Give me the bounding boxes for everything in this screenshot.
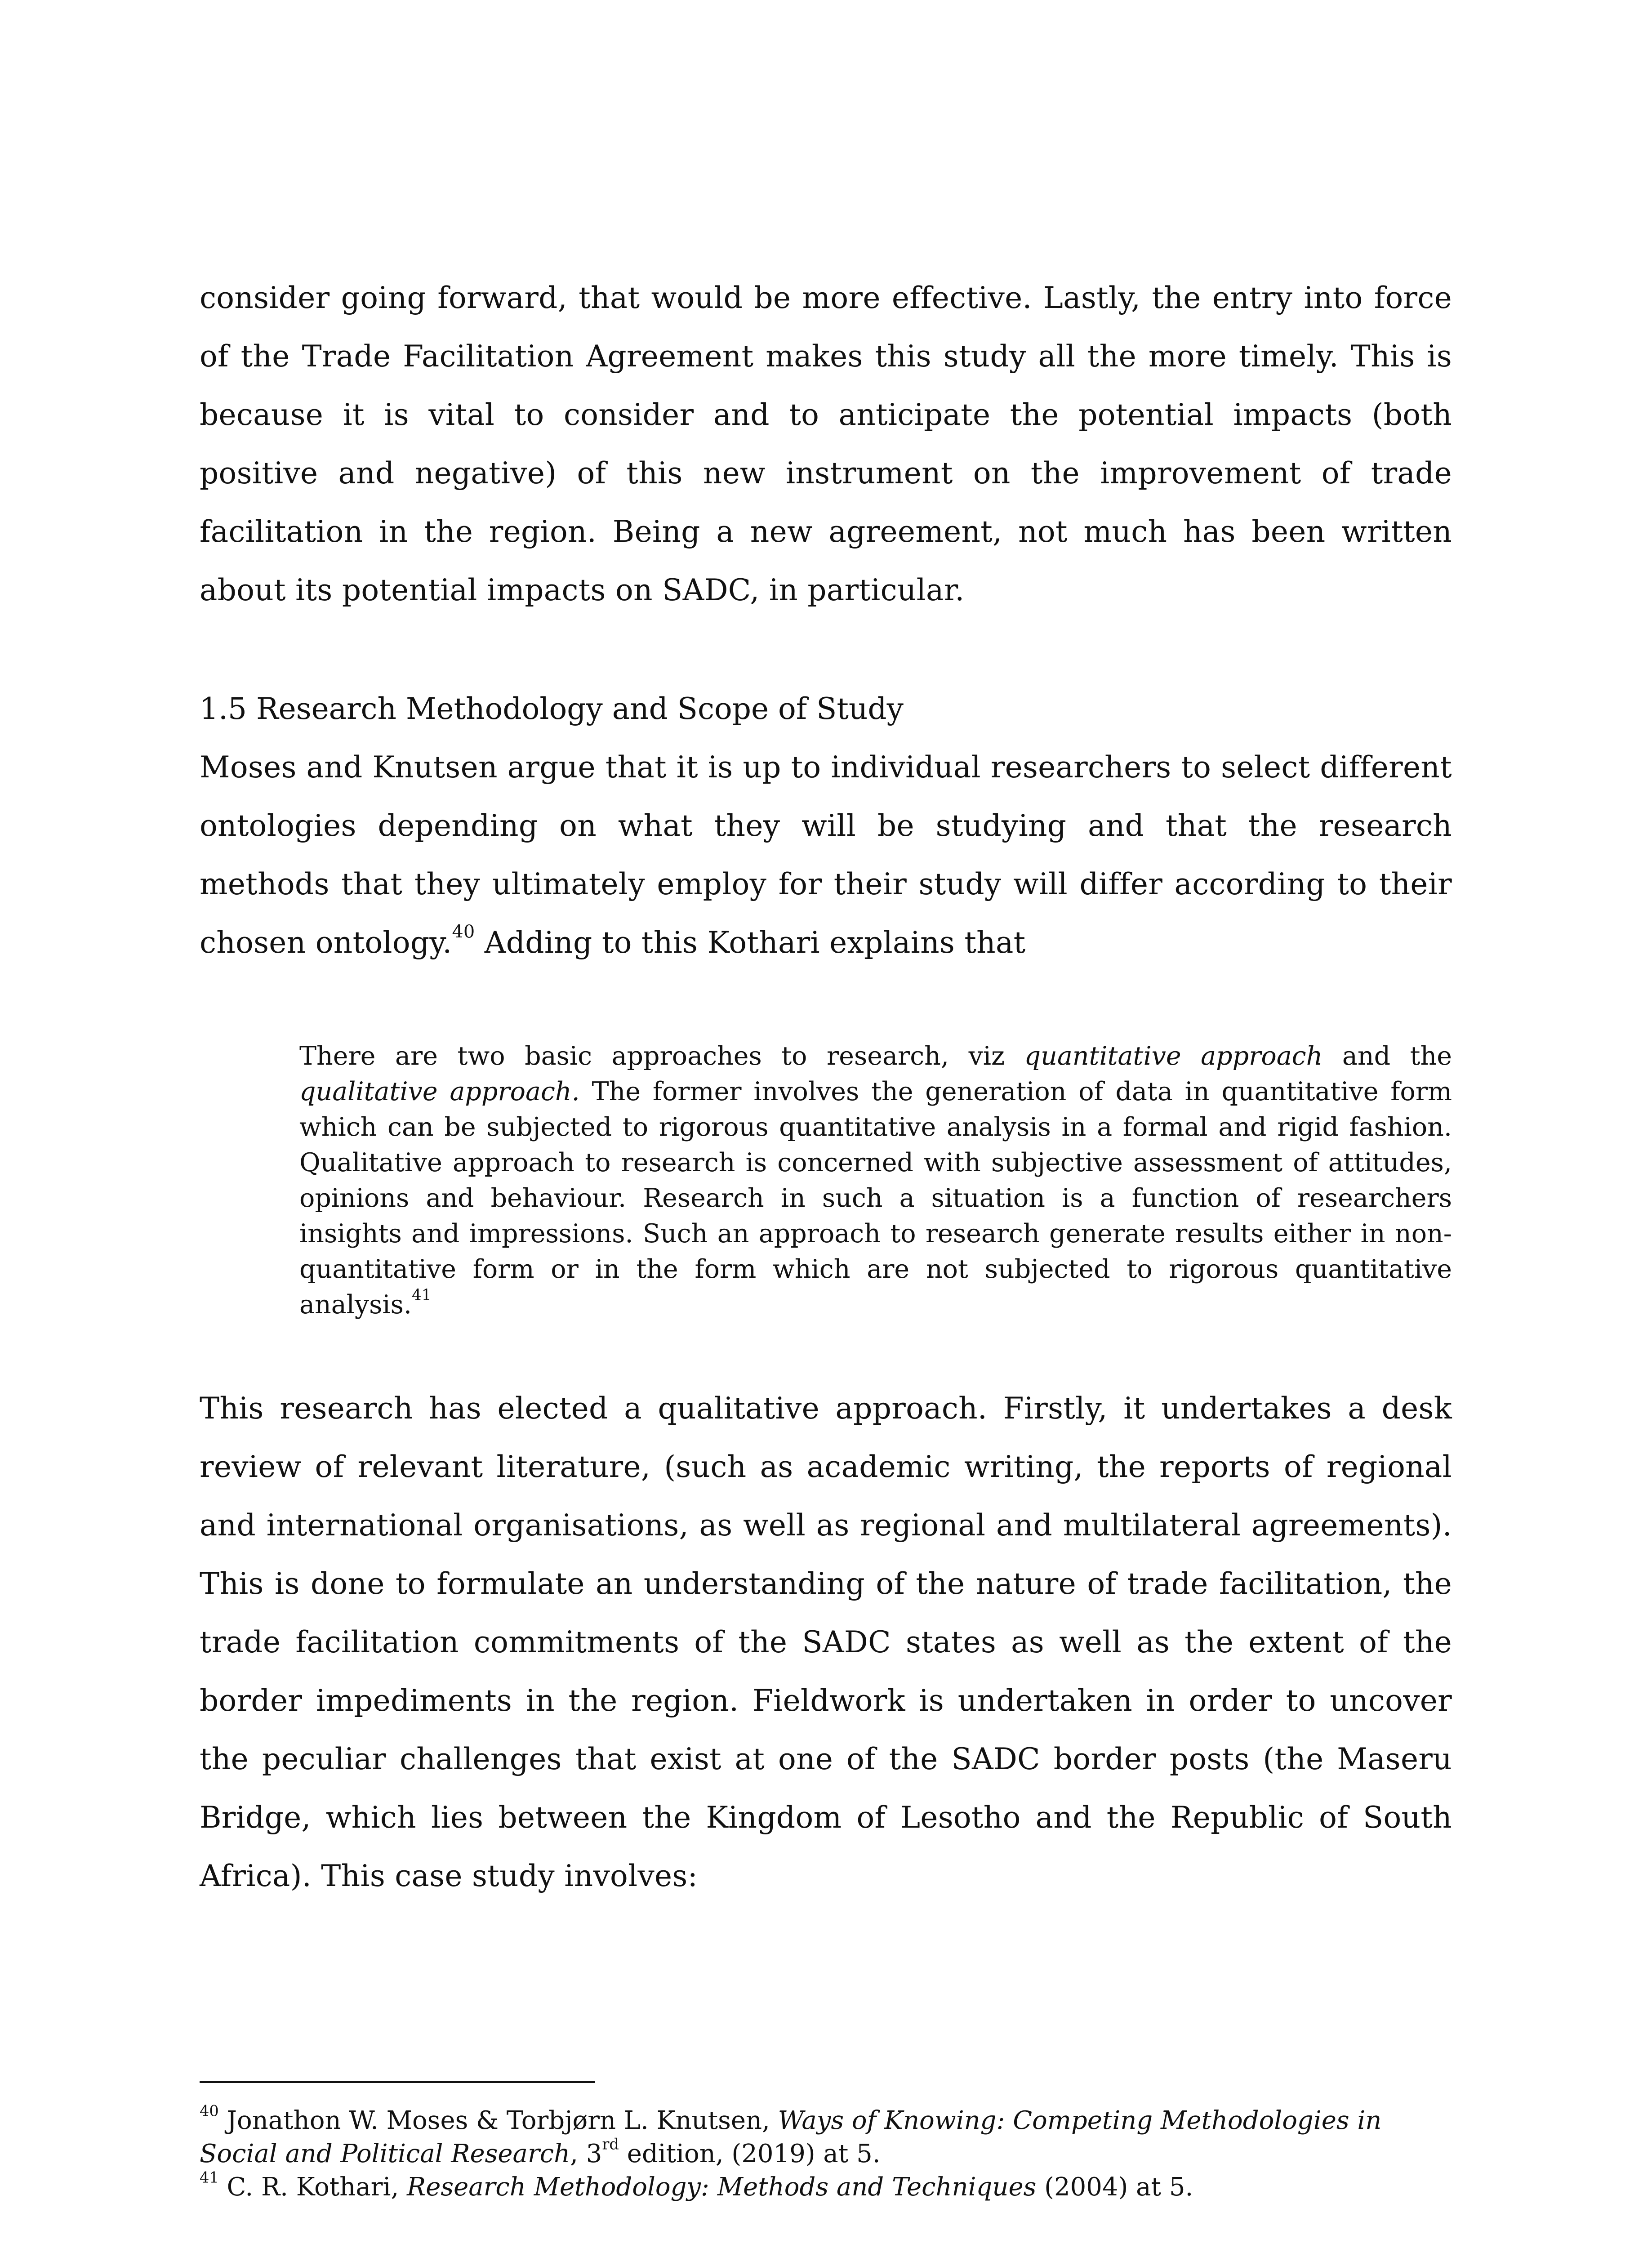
footnote-40: [200, 2104, 1452, 2171]
section-heading: [200, 680, 1452, 738]
footnote-number: 40: [200, 2102, 219, 2120]
footnote-title: Research Methodology: Methods and Techniques: [407, 2172, 1037, 2202]
paragraph-text: This research has elected a qualitative approach. Firstly, it undertakes a desk review of relevant literature, (such as academic writing, the reports of regional and international organisations, as well as regional and multilateral agreements). This is done to formulate an understanding of the nature of trade facilitation, the trade facilitation commitments of the SADC states as well as the extent of the border impediments in the region. Fieldwork is undertaken in order to uncover the peculiar challenges that exist at one of the SADC border posts (the Maseru Bridge, which lies between the Kingdom of Lesotho and the Republic of South Africa). This case study involves:: [200, 1391, 1452, 1893]
footnote-text: (2004) at 5.: [1036, 2172, 1193, 2202]
footnote-separator: [200, 2081, 595, 2083]
paragraph-continuation: Adding to this Kothari explains that: [475, 925, 1026, 960]
paragraph-methodology: [200, 738, 1452, 972]
footnotes: [200, 2104, 1452, 2204]
footnote-text: edition, (2019) at 5.: [619, 2139, 881, 2168]
quote-text: and the: [1322, 1041, 1452, 1071]
paragraph-body: Moses and Knutsen argue that it is up to individual researchers to select different ontologies depending on what they will be studying and that the research methods that they ultimately employ for their study will differ according to their chosen ontology.: [200, 750, 1452, 960]
footnote-41: [200, 2168, 1452, 2204]
paragraph-approach: [200, 1379, 1452, 1905]
quote-text: There are two basic approaches to research, viz: [299, 1041, 1024, 1071]
footnote-title: Ways of Knowing: Competing Methodologies in Social and Political Research: [200, 2106, 1382, 2168]
paragraph-intro: [200, 269, 1452, 620]
quote-text: The former involves the generation of data in quantitative form which can be subjected to rigorous quantitative analysis in a formal and rigid fashion. Qualitative approach to research is concerned with subjective assessment of attitudes, opinions and behaviour. Research in such a situation is a function of researchers insights and impressions. Such an approach to research generate results either in non-quantitative form or in the form which are not subjected to rigorous quantitative analysis.: [299, 1077, 1452, 1320]
quote-emphasis: quantitative approach: [1024, 1041, 1323, 1071]
heading-text: 1.5 Research Methodology and Scope of Study: [200, 691, 904, 726]
footnote-reference: 41: [411, 1286, 432, 1304]
footnote-text: , 3: [570, 2139, 602, 2168]
footnote-reference: 40: [452, 921, 475, 942]
footnote-number: 41: [200, 2168, 219, 2186]
block-quote: [299, 1039, 1452, 1323]
footnote-text: Jonathon W. Moses & Torbjørn L. Knutsen,: [218, 2106, 778, 2135]
quote-emphasis: qualitative approach.: [299, 1077, 580, 1106]
footnote-text: C. R. Kothari,: [218, 2172, 407, 2202]
paragraph-text: [200, 738, 1452, 972]
paragraph-text: consider going forward, that would be more effective. Lastly, the entry into force of the Trade Facilitation Agreement makes this study all the more timely. This is because it is vital to consider and to anticipate the potential impacts (both positive and negative) of this new instrument on the improvement of trade facilitation in the region. Being a new agreement, not much has been written about its potential impacts on SADC, in particular.: [200, 281, 1452, 607]
footnote-superscript: rd: [602, 2135, 619, 2153]
